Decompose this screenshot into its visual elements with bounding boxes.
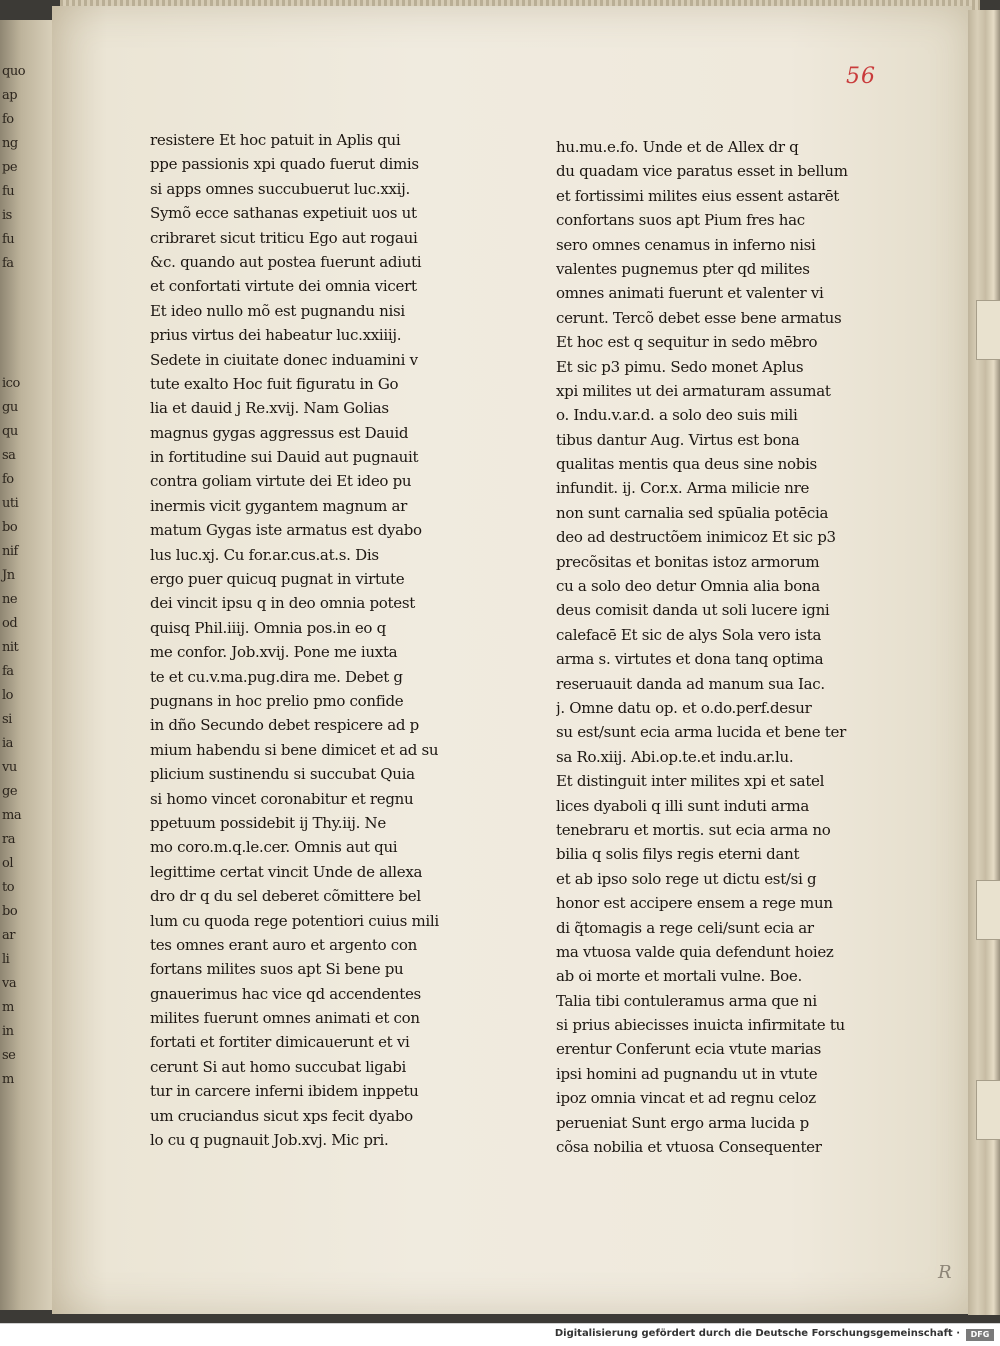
dfg-logo: DFG: [966, 1329, 994, 1341]
text-line: tes omnes erant auro et argento con: [150, 935, 417, 954]
right-text-column: [556, 135, 871, 1159]
text-line: resistere Et hoc patuit in Aplis qui: [150, 131, 401, 149]
text-line: tibus dantur Aug. Virtus est bona: [556, 430, 800, 449]
text-line: omnes animati fuerunt et valenter vi: [556, 284, 824, 303]
text-line: et ab ipso solo rege ut dictu est/si g: [556, 869, 817, 888]
text-line: ergo puer quicuq pugnat in virtute: [150, 570, 405, 589]
page-tab: [976, 300, 1000, 360]
text-line: hu.mu.e.fo. Unde et de Allex dr q: [556, 138, 799, 156]
text-line: o. Indu.v.ar.d. a solo deo suis mili: [556, 406, 798, 425]
text-line: lices dyaboli q illi sunt induti arma: [556, 796, 809, 815]
text-line: lia et dauid j Re.xvij. Nam Golias: [150, 399, 389, 418]
text-line: ipoz omnia vincat et ad regnu celoz: [556, 1089, 816, 1108]
text-line: tur in carcere inferni ibidem inppetu: [150, 1082, 419, 1101]
text-line: milites fuerunt omnes animati et con: [150, 1009, 420, 1028]
credit-bar: [0, 1323, 1000, 1346]
text-line: j. Omne datu op. et o.do.perf.desur: [556, 698, 812, 717]
text-line: Et distinguit inter milites xpi et satel: [556, 772, 825, 791]
text-line: tute exalto Hoc fuit figuratu in Go: [150, 374, 399, 393]
left-text-column: [150, 128, 470, 1152]
text-line: in dño Secundo debet respicere ad p: [150, 716, 419, 735]
text-line: non sunt carnalia sed spūalia potēcia: [556, 503, 829, 522]
credit-text: Digitalisierung gefördert durch die Deutsche Forschungsgemeinschaft ·: [554, 1328, 960, 1339]
text-line: cu a solo deo detur Omnia alia bona: [556, 577, 820, 596]
text-line: lus luc.xj. Cu for.ar.cus.at.s. Dis: [150, 545, 379, 564]
text-line: mo coro.m.q.le.cer. Omnis aut qui: [150, 838, 398, 857]
text-line: gnauerimus hac vice qd accendentes: [150, 984, 421, 1003]
text-line: quisq Phil.iiij. Omnia pos.in eo q: [150, 618, 386, 637]
text-line: me confor. Job.xvij. Pone me iuxta: [150, 643, 398, 662]
text-line: plicium sustinendu si succubat Quia: [150, 765, 415, 784]
text-line: fortans milites suos apt Si bene pu: [150, 960, 404, 979]
page-tab: [976, 880, 1000, 940]
text-line: legittime certat vincit Unde de allexa: [150, 862, 423, 881]
text-line: si apps omnes succubuerut luc.xxij.: [150, 179, 410, 198]
text-line: um cruciandus sicut xps fecit dyabo: [150, 1106, 413, 1125]
text-line: ma vtuosa valde quia defendunt hoiez: [556, 942, 834, 961]
text-line: inermis vicit gygantem magnum ar: [150, 496, 408, 515]
text-line: Talia tibi contuleramus arma que ni: [556, 991, 817, 1010]
text-line: arma s. virtutes et dona tanq optima: [556, 650, 824, 669]
text-line: ppetuum possidebit ij Thy.iij. Ne: [150, 813, 386, 832]
text-line: cerunt. Tercõ debet esse bene armatus: [556, 308, 842, 327]
text-line: bilia q solis filys regis eterni dant: [556, 845, 800, 864]
text-line: matum Gygas iste armatus est dyabo: [150, 521, 422, 540]
text-line: confortans suos apt Pium fres hac: [556, 211, 805, 230]
text-line: ipsi homini ad pugnandu ut in vtute: [556, 1064, 818, 1083]
text-line: si homo vincet coronabitur et regnu: [150, 789, 414, 808]
text-line: magnus gygas aggressus est Dauid: [150, 423, 409, 442]
text-line: sero omnes cenamus in inferno nisi: [556, 235, 816, 254]
text-line: ab oi morte et mortali vulne. Boe.: [556, 967, 802, 986]
facing-page: [0, 20, 53, 1310]
text-line: prius virtus dei habeatur luc.xxiiij.: [150, 326, 402, 345]
text-line: di q̃tomagis a rege celi/sunt ecia ar: [556, 918, 814, 937]
text-line: cribraret sicut triticu Ego aut rogaui: [150, 228, 418, 247]
text-line: si prius abiecisses inuicta infirmitate tu: [556, 1016, 845, 1035]
text-line: cerunt Si aut homo succubat ligabi: [150, 1057, 407, 1076]
text-line: deus comisit danda ut soli lucere igni: [556, 601, 830, 620]
text-line: Symõ ecce sathanas expetiuit uos ut: [150, 204, 417, 223]
text-line: qualitas mentis qua deus sine nobis: [556, 455, 817, 474]
text-line: lo cu q pugnauit Job.xvj. Mic pri.: [150, 1131, 389, 1150]
text-line: deo ad destructõem inimicoz Et sic p3: [556, 528, 836, 547]
text-line: tenebraru et mortis. sut ecia arma no: [556, 820, 831, 839]
text-line: te et cu.v.ma.pug.dira me. Debet g: [150, 667, 403, 686]
text-line: Sedete in ciuitate donec induamini v: [150, 350, 418, 369]
text-line: mium habendu si bene dimicet et ad su: [150, 740, 439, 759]
text-line: infundit. ij. Cor.x. Arma milicie nre: [556, 479, 810, 498]
text-line: erentur Conferunt ecia vtute marias: [556, 1040, 821, 1059]
text-line: perueniat Sunt ergo arma lucida p: [556, 1113, 809, 1132]
text-line: &c. quando aut postea fuerunt adiuti: [150, 252, 422, 271]
text-line: valentes pugnemus pter qd milites: [556, 259, 810, 278]
text-line: su est/sunt ecia arma lucida et bene ter: [556, 723, 846, 742]
text-line: precõsitas et bonitas istoz armorum: [556, 552, 820, 571]
text-line: dei vincit ipsu q in deo omnia potest: [150, 594, 415, 613]
text-line: et fortissimi milites eius essent astarēt: [556, 186, 840, 205]
text-line: Et ideo nullo mõ est pugnandu nisi: [150, 301, 405, 320]
text-line: fortati et fortiter dimicauerunt et vi: [150, 1033, 410, 1052]
text-line: calefacē Et sic de alys Sola vero ista: [556, 625, 822, 644]
page-tab: [976, 1080, 1000, 1140]
text-line: dro dr q du sel deberet cõmittere bel: [150, 887, 421, 906]
text-line: reseruauit danda ad manum sua Iac.: [556, 674, 825, 693]
text-line: cõsa nobilia et vtuosa Consequenter: [556, 1138, 822, 1157]
text-line: et confortati virtute dei omnia vicert: [150, 277, 417, 296]
text-line: xpi milites ut dei armaturam assumat: [556, 381, 831, 400]
facing-page-text: quo ap fo ng pe fu is fu fa ico gu qu sa fo uti bo nif Jn ne od nit fa lo si ia vu ge ma ra ol to bo ar li va m in se m: [2, 64, 26, 1087]
text-line: honor est accipere ensem a rege mun: [556, 894, 833, 913]
text-line: contra goliam virtute dei Et ideo pu: [150, 472, 412, 491]
folio-number: 56: [846, 64, 876, 89]
text-line: du quadam vice paratus esset in bellum: [556, 162, 848, 181]
text-line: Et sic p3 pimu. Sedo monet Aplus: [556, 357, 804, 376]
text-line: ppe passionis xpi quado fuerut dimis: [150, 155, 419, 174]
text-line: in fortitudine sui Dauid aut pugnauit: [150, 448, 419, 467]
text-line: Et hoc est q sequitur in sedo mēbro: [556, 333, 818, 352]
signature-mark: R: [938, 1262, 952, 1283]
text-line: lum cu quoda rege potentiori cuius mili: [150, 911, 439, 930]
text-line: sa Ro.xiij. Abi.op.te.et indu.ar.lu.: [556, 747, 794, 766]
text-line: pugnans in hoc prelio pmo confide: [150, 691, 404, 710]
